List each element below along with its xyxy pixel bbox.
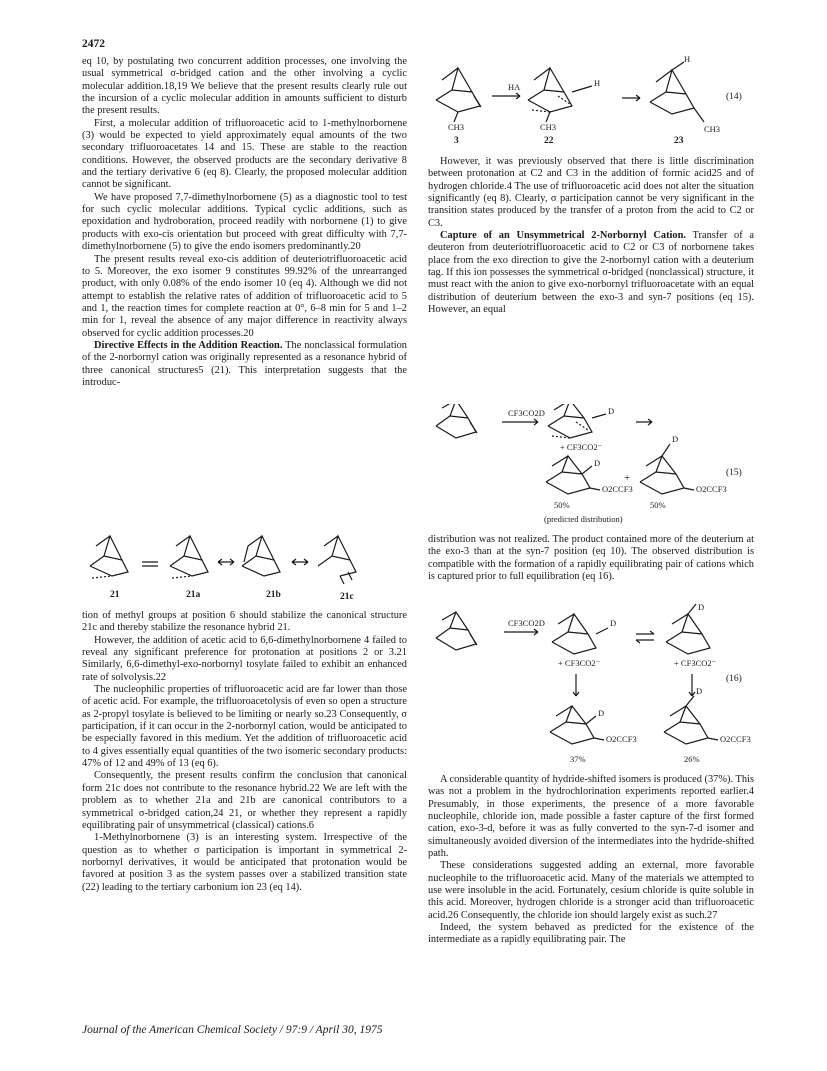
- paragraph: We have proposed 7,7-dimethylnorbornene (5) as a diagnostic tool to test for such cyclic molecular additions. Typical cyclic additions, such as epoxidation and hydroboration, proceed readily with norbornene (1) to give products with exo-cis orientation but proceed with great difficulty with 7,7-dimethylnorbornene (5) to give the endo isomers predominantly.20: [82, 191, 407, 253]
- scheme-21: [82, 522, 407, 604]
- percent-label: 26%: [684, 754, 700, 764]
- anion-label: + CF3CO2⁻: [560, 442, 603, 452]
- structure-label: 23: [674, 136, 684, 146]
- right-column-upper: [428, 156, 754, 316]
- scheme-16: [428, 604, 754, 770]
- anion-label: + CF3CO2⁻: [558, 658, 601, 668]
- scheme-15: [428, 404, 754, 528]
- right-column-lower: [428, 774, 754, 947]
- paragraph: tion of methyl groups at position 6 should stabilize the canonical structure 21c and thereby stabilize the resonance hybrid 21.: [82, 610, 407, 634]
- left-column-lower: [82, 610, 407, 894]
- paragraph: The present results reveal exo-cis addition of deuteriotrifluoroacetic acid to 5. Moreover, the exo isomer 9 constitutes 99.92% of the unrearranged product, with only 0.08% of the endo isomer 10 (eq 4). Although we did not attempt to establish the relative rates of addition of trifluoroacetic acid to 5 and 1, the reaction times for complete reaction at 0°, 6–8 min for 5 and 1–2 min for 1, reveal the absence of any major difference in reactivity always observed for cyclic addition processes.20: [82, 253, 407, 339]
- left-column: [82, 56, 407, 389]
- equation-number: (16): [726, 674, 742, 684]
- paragraph: However, it was previously observed that there is little discrimination between protonation at C2 and C3 in the addition of formic acid25 and of hydrogen chloride.4 The use of trifluoroacetic acid does not alter the situation significantly (eq 8). Clearly, σ participation cannot be very significant in the transition states produced by the transfer of a proton from the acid to C2 or C3.: [428, 156, 754, 229]
- paragraph: However, the addition of acetic acid to 6,6-dimethylnorbornene 4 failed to reveal any significant preference for protonation at positions 2 or 3.21 Similarly, 6,6-dimethyl-exo-norbornyl tosylate failed to exhibit an enhanced rate of solvolysis.22: [82, 634, 407, 683]
- atom-label: H: [594, 78, 601, 88]
- atom-label: CH3: [448, 122, 465, 132]
- atom-label: CH3: [540, 122, 557, 132]
- structure-label: 3: [454, 136, 459, 146]
- scheme-caption: (predicted distribution): [544, 514, 623, 524]
- page-number: 2472: [82, 38, 105, 50]
- paragraph: The nucleophilic properties of trifluoroacetic acid are far lower than those of acetic acid. For example, the trifluoroacetolysis of even so open a structure as 2-propyl tosylate is believed to be limiting or nearly so.23 Consequently, σ participation, if it can occur in the 2-norbornyl cation, would be anticipated to be especially favored in this medium. Yet the addition of trifluoroacetic acid to 4 gives essentially equal quantities of the two isomeric secondary products: 47% of 12 and 49% of 13 (eq 6).: [82, 684, 407, 770]
- equation-16-diagram: [428, 604, 754, 770]
- section-heading: Directive Effects in the Addition Reaction.: [94, 339, 283, 351]
- percent-label: 50%: [554, 500, 570, 510]
- deuterium-label: D: [672, 434, 679, 444]
- equation-15-diagram: [428, 404, 754, 528]
- atom-label: CH3: [704, 124, 721, 134]
- paragraph: 1-Methylnorbornene (3) is an interesting system. Irrespective of the question as to whether σ participation is important in symmetrical 2-norbornyl derivatives, it would be anticipated that protonation would be favored at position 3 as the system passes over a stabilized transition state (22) leading to the tertiary carbonium ion 23 (eq 14).: [82, 832, 407, 893]
- group-label: O2CCF3: [602, 484, 633, 494]
- structure-label: 21b: [266, 590, 281, 600]
- deuterium-label: D: [696, 686, 703, 696]
- paragraph-text: The nonclassical formulation of the 2-norbornyl cation was originally represented as a resonance hybrid of three canonical structures5 (21). This interpretation suggests that the introduc-: [82, 339, 407, 388]
- paragraph: Consequently, the present results confirm the conclusion that canonical form 21c does not contribute to the resonance hybrid.22 We are left with the problem as to whether 21a and 21b are canonical contributors to a symmetrical σ-bridged cation,24 21, or whether they represent a rapidly equilibrating pair of unsymmetrical (classical) cations.6: [82, 770, 407, 831]
- equation-14-diagram: [428, 52, 754, 154]
- paragraph: distribution was not realized. The product contained more of the deuterium at the exo-3 than at the syn-7 position (eq 10). The observed distribution is compatible with the formation of a rapidly equilibrating pair of cations which is captured prior to full equilibration (eq 16).: [428, 534, 754, 583]
- paragraph: Indeed, the system behaved as predicted for the existence of the intermediate as a rapidly equilibrating pair. The: [428, 922, 754, 946]
- deuterium-label: D: [598, 708, 605, 718]
- scheme-14: [428, 52, 754, 154]
- deuterium-label: D: [594, 458, 601, 468]
- structure-label: 21: [110, 590, 120, 600]
- atom-label: H: [684, 54, 691, 64]
- anion-label: + CF3CO2⁻: [674, 658, 717, 668]
- percent-label: 37%: [570, 754, 586, 764]
- plus-sign: +: [624, 472, 631, 484]
- reagent-label: CF3CO2D: [508, 408, 545, 418]
- structure-label: 22: [544, 136, 554, 146]
- group-label: O2CCF3: [606, 734, 637, 744]
- group-label: O2CCF3: [720, 734, 751, 744]
- deuterium-label: D: [608, 406, 615, 416]
- right-column-middle: [428, 534, 754, 583]
- equation-number: (15): [726, 468, 742, 478]
- paragraph: First, a molecular addition of trifluoroacetic acid to 1-methylnorbornene (3) would be expected to yield approximately equal amounts of the two secondary trifluoroacetates 14 and 15. These are stable to the reaction conditions. However, the observed products are the secondary derivative 8 and the tertiary derivative 6 (eq 8). Clearly, the proposed molecular addition cannot be significant.: [82, 117, 407, 191]
- section-heading: Capture of an Unsymmetrical 2-Norbornyl Cation.: [440, 230, 686, 242]
- paragraph: eq 10, by postulating two concurrent addition processes, one involving the usual symmetrical σ-bridged cation and the other involving a cyclic molecular addition.18,19 We believe that the present results clearly rule out the incursion of a cyclic molecular addition in amounts sufficient to disturb the present results.: [82, 56, 407, 117]
- deuterium-label: D: [610, 618, 617, 628]
- equation-number: (14): [726, 92, 742, 102]
- deuterium-label: D: [698, 602, 705, 612]
- group-label: O2CCF3: [696, 484, 727, 494]
- structure-label: 21a: [186, 590, 201, 600]
- journal-footer: Journal of the American Chemical Society / 97:9 / April 30, 1975: [82, 1024, 383, 1036]
- structure-label: 21c: [340, 592, 354, 602]
- percent-label: 50%: [650, 500, 666, 510]
- paragraph: A considerable quantity of hydride-shifted isomers is produced (37%). This was not a problem in the hydrochlorination experiments reported earlier.4 Presumably, in those experiments, the presence of a more favorable nucleophile, chloride ion, made possible a faster capture of the first formed cation, exo-3-d, before it was as fully converted to the syn-7-d isomer and simultaneously avoided diversion of the intermediates into the hydride-shifted path.: [428, 774, 754, 860]
- paragraph: [82, 340, 407, 389]
- reagent-label: CF3CO2D: [508, 618, 545, 628]
- paragraph: [428, 230, 754, 316]
- reagent-label: HA: [508, 82, 521, 92]
- paragraph-text: Transfer of a deuteron from deuteriotrifluoroacetic acid to C2 or C3 of norbornene takes place from the exo direction to give the 2-norbornyl cation with a deuterium tag. If this ion possesses the symmetrical σ-bridged (nonclassical) structure, it must react with the anion to give exo-norbornyl trifluoroacetate with an equal distribution of deuterium between the exo-3 and syn-7 positions (eq 15). However, an equal: [428, 230, 754, 316]
- resonance-structures-diagram: [82, 522, 407, 604]
- paragraph: These considerations suggested adding an external, more favorable nucleophile to the trifluoroacetic acid. Many of the materials we attempted to use were insoluble in the acid. Fortunately, cesium chloride is quite soluble in this acid. Moreover, hydrogen chloride is a stronger acid than trifluoroacetic acid.26 Consequently, the chloride ion should largely exist as such.27: [428, 860, 754, 921]
